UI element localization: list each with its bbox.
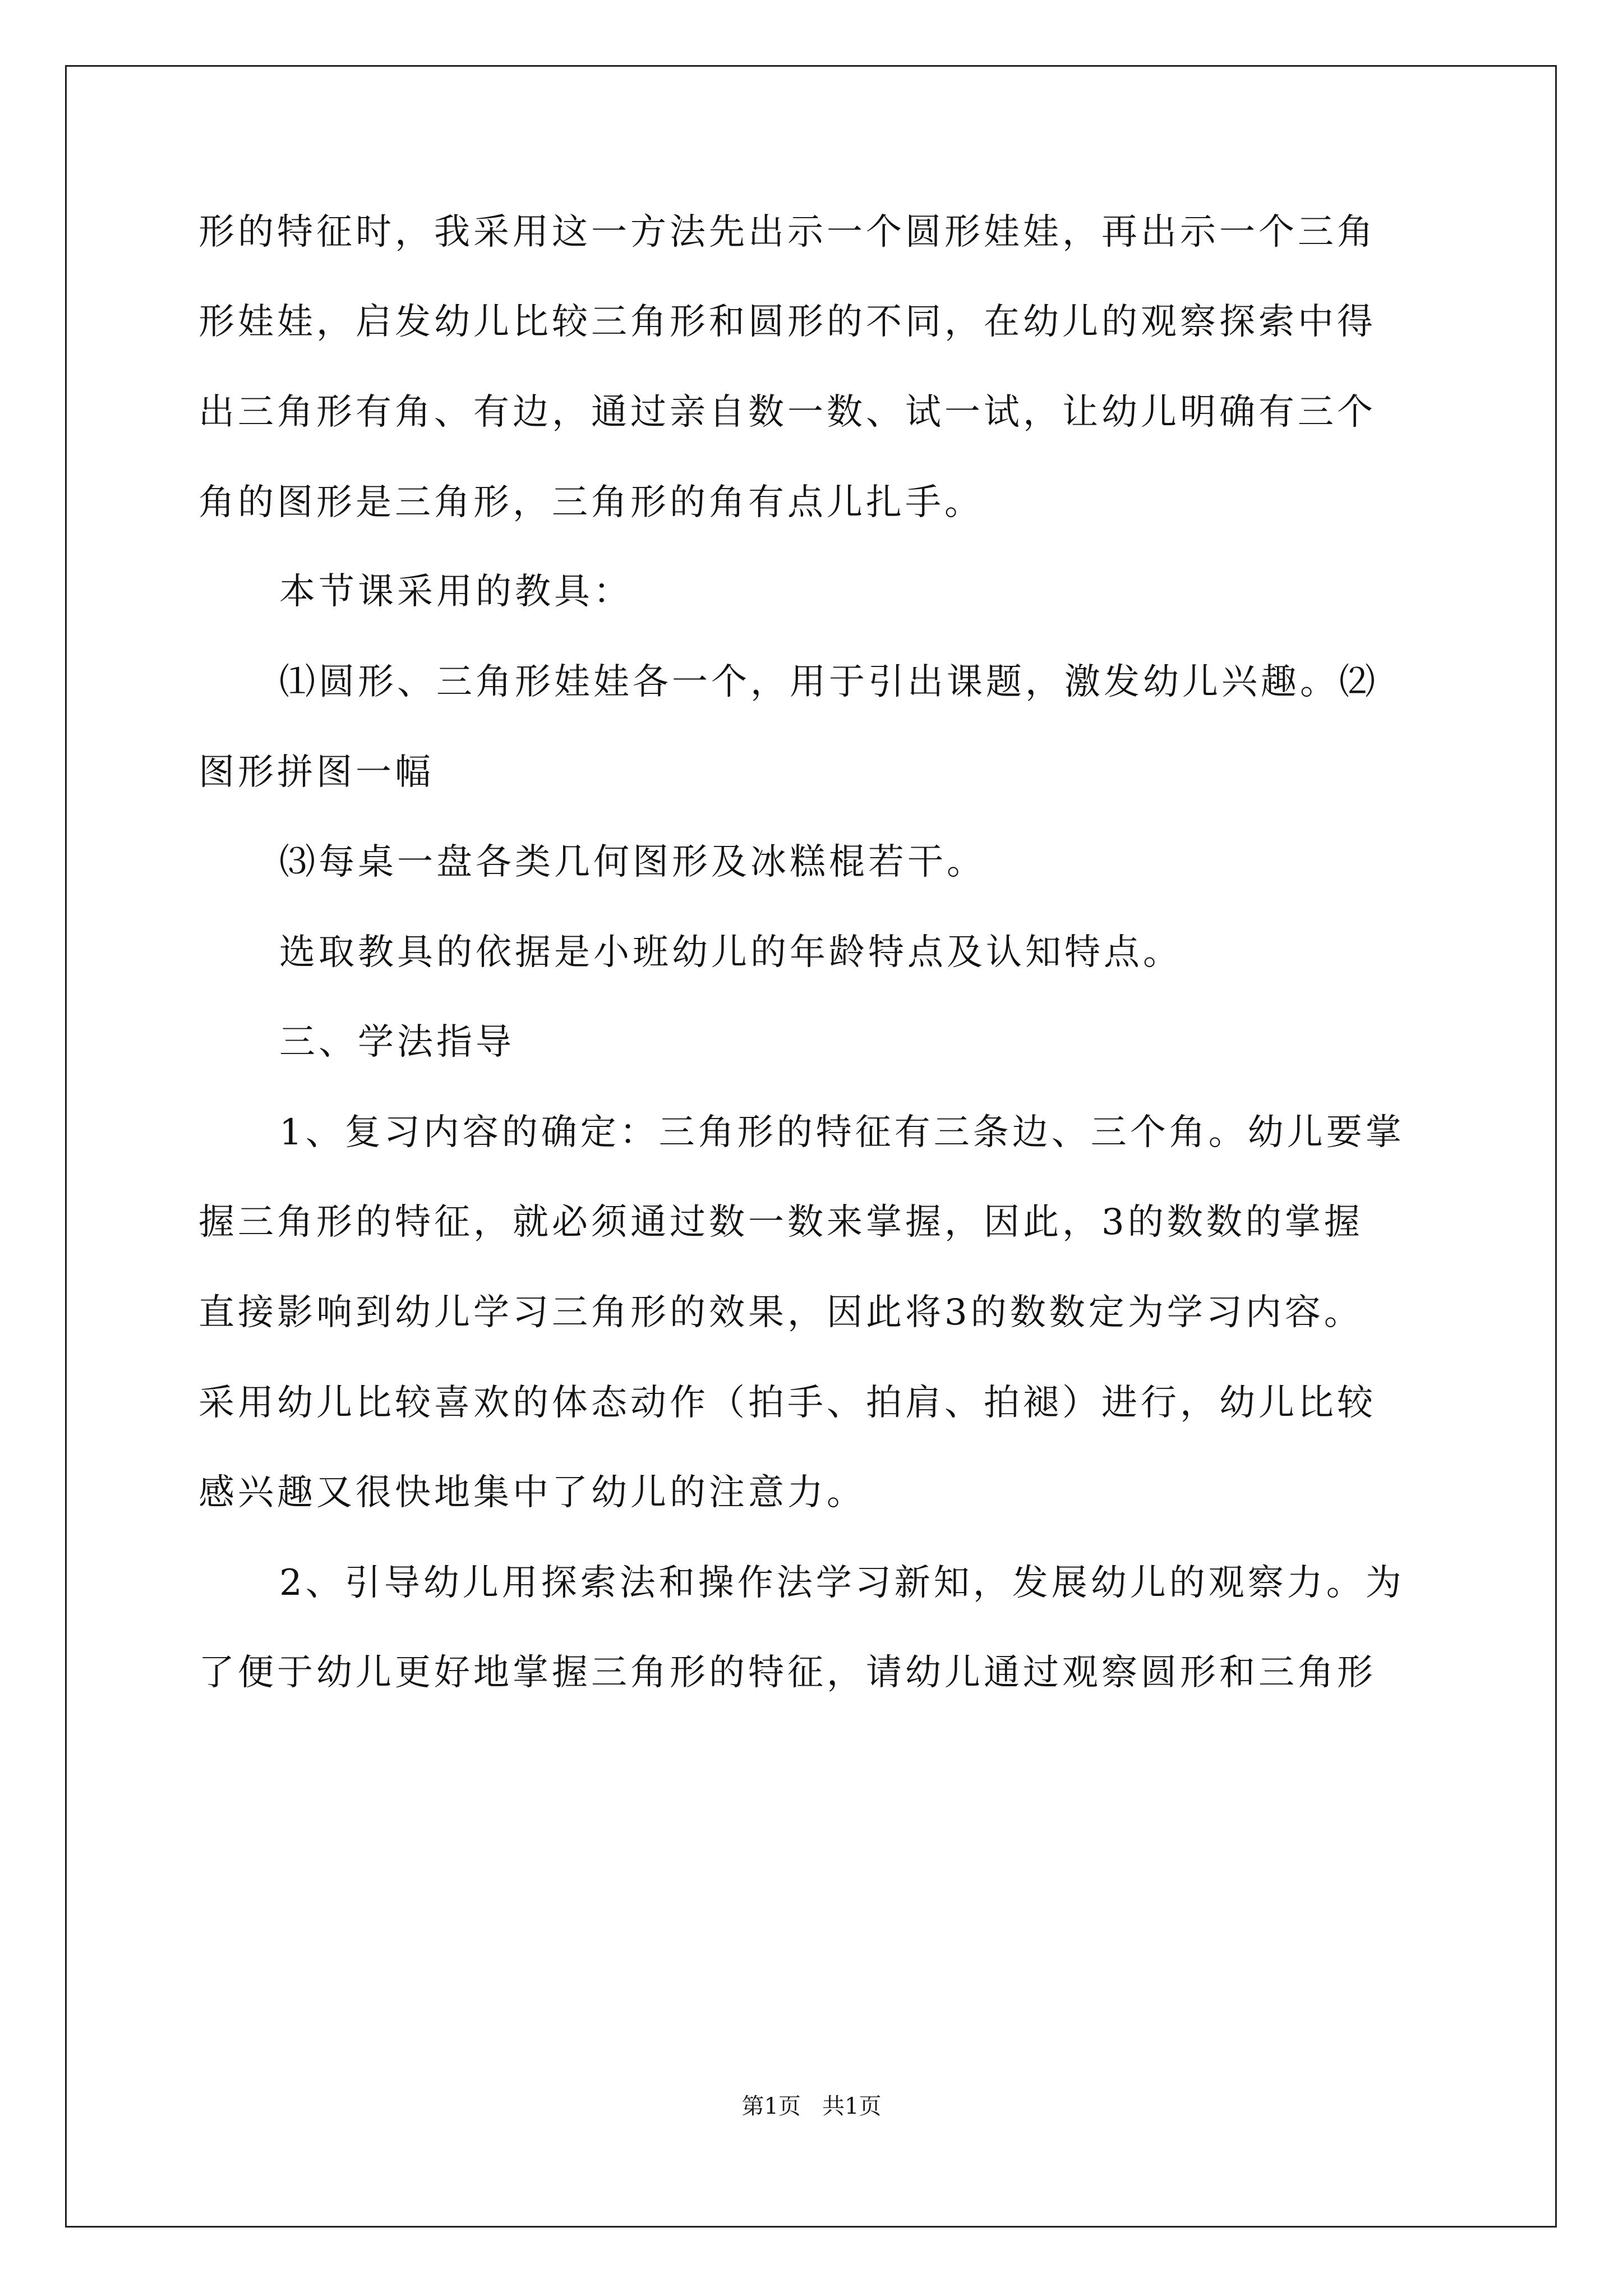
body-text-line: 角的图形是三角形，三角形的角有点儿扎手。 xyxy=(199,482,984,523)
body-text-line: 1、复习内容的确定：三角形的特征有三条边、三个角。幼儿要掌 xyxy=(279,1112,1405,1153)
body-text-line: ⑴圆形、三角形娃娃各一个，用于引出课题，激发幼儿兴趣。⑵ xyxy=(279,661,1378,703)
body-text-line: 形的特征时，我采用这一方法先出示一个圆形娃娃，再出示一个三角 xyxy=(199,211,1376,253)
body-text-line: 感兴趣又很快地集中了幼儿的注意力。 xyxy=(199,1472,866,1513)
body-text-line: 形娃娃，启发幼儿比较三角形和圆形的不同，在幼儿的观察探索中得 xyxy=(199,301,1376,343)
section-heading: 三、学法指导 xyxy=(279,1022,515,1063)
body-text-line: 采用幼儿比较喜欢的体态动作（拍手、拍肩、拍褪）进行，幼儿比较 xyxy=(199,1382,1376,1424)
body-text-line: 了便于幼儿更好地掌握三角形的特征，请幼儿通过观察圆形和三角形 xyxy=(199,1652,1376,1694)
body-text-line: ⑶每桌一盘各类几何图形及冰糕棍若干。 xyxy=(279,841,986,883)
body-text-line: 图形拼图一幅 xyxy=(199,752,434,793)
body-text-line: 2、引导幼儿用探索法和操作法学习新知，发展幼儿的观察力。为 xyxy=(279,1562,1405,1604)
body-text-line: 握三角形的特征，就必须通过数一数来掌握，因此，3的数数的掌握 xyxy=(199,1202,1363,1243)
body-text-line: 选取教具的依据是小班幼儿的年龄特点及认知特点。 xyxy=(279,932,1182,973)
body-text-line: 直接影响到幼儿学习三角形的效果，因此将3的数数定为学习内容。 xyxy=(199,1292,1363,1333)
body-text-line: 本节课采用的教具： xyxy=(279,571,633,613)
body-text-line: 出三角形有角、有边，通过亲自数一数、试一试，让幼儿明确有三个 xyxy=(199,392,1376,433)
page-number-footer: 第1页 共1页 xyxy=(741,2093,882,2119)
